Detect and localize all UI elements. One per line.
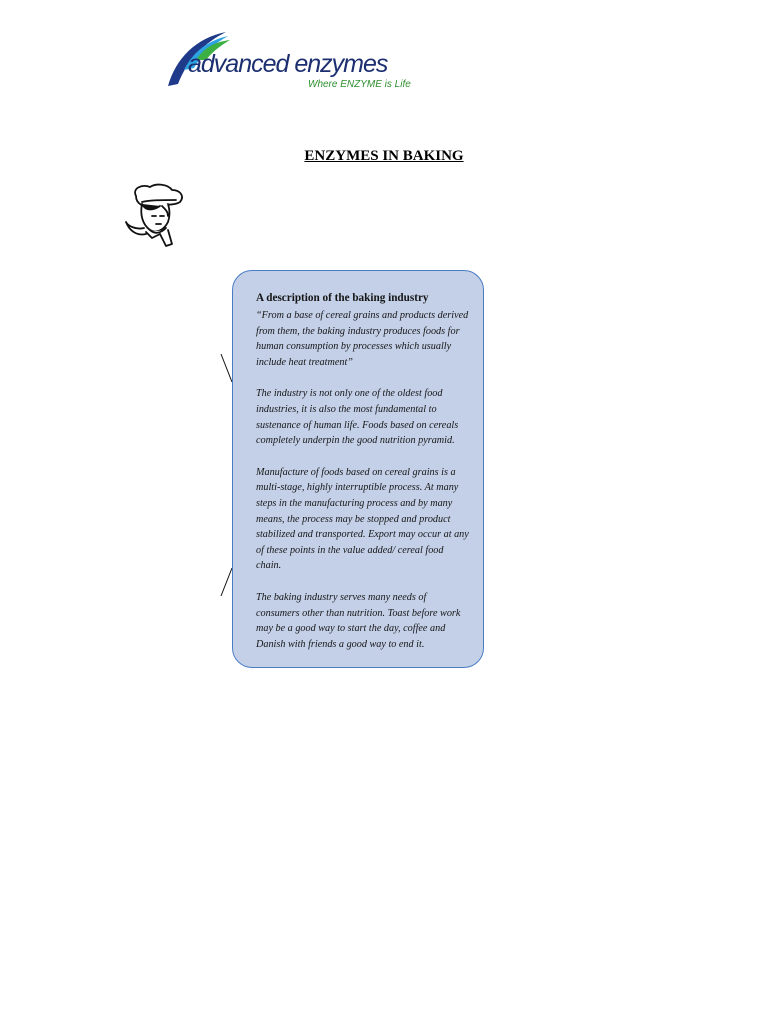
box-paragraph-oldest-industry: The industry is not only one of the oldest food industries, it is also the most fundamental to sustenance of human life. Foods based on cereals completely underpin the good nutrition pyramid. [256,388,459,447]
company-logo [166,30,411,96]
chef-icon [122,182,188,250]
logo-tagline: Where ENZYME is Life [308,79,411,90]
box-heading: A description of the baking industry [256,292,429,304]
box-paragraph-quote: “From a base of cereal grains and products derived from them, the baking industry produces foods for human consumption by processes which usually include heat treatment” [256,310,469,368]
page-title: ENZYMES IN BAKING [304,148,464,164]
box-paragraph-consumer-needs: The baking industry serves many needs of consumers other than nutrition. Toast before work may be a good way to start the day, coffee and Danish with friends a good way to end it. [256,591,461,650]
baking-industry-description-box [232,270,484,668]
logo-wordmark: advanced enzymes [188,50,388,78]
box-paragraph-manufacture: Manufacture of foods based on cereal grains is a multi-stage, highly interruptible process. At many steps in the manufacturing process and by many means, the process may be stopped and product stabilized and transported. Export may occur at any of these points in the value added/ cereal food chain. [256,466,469,572]
